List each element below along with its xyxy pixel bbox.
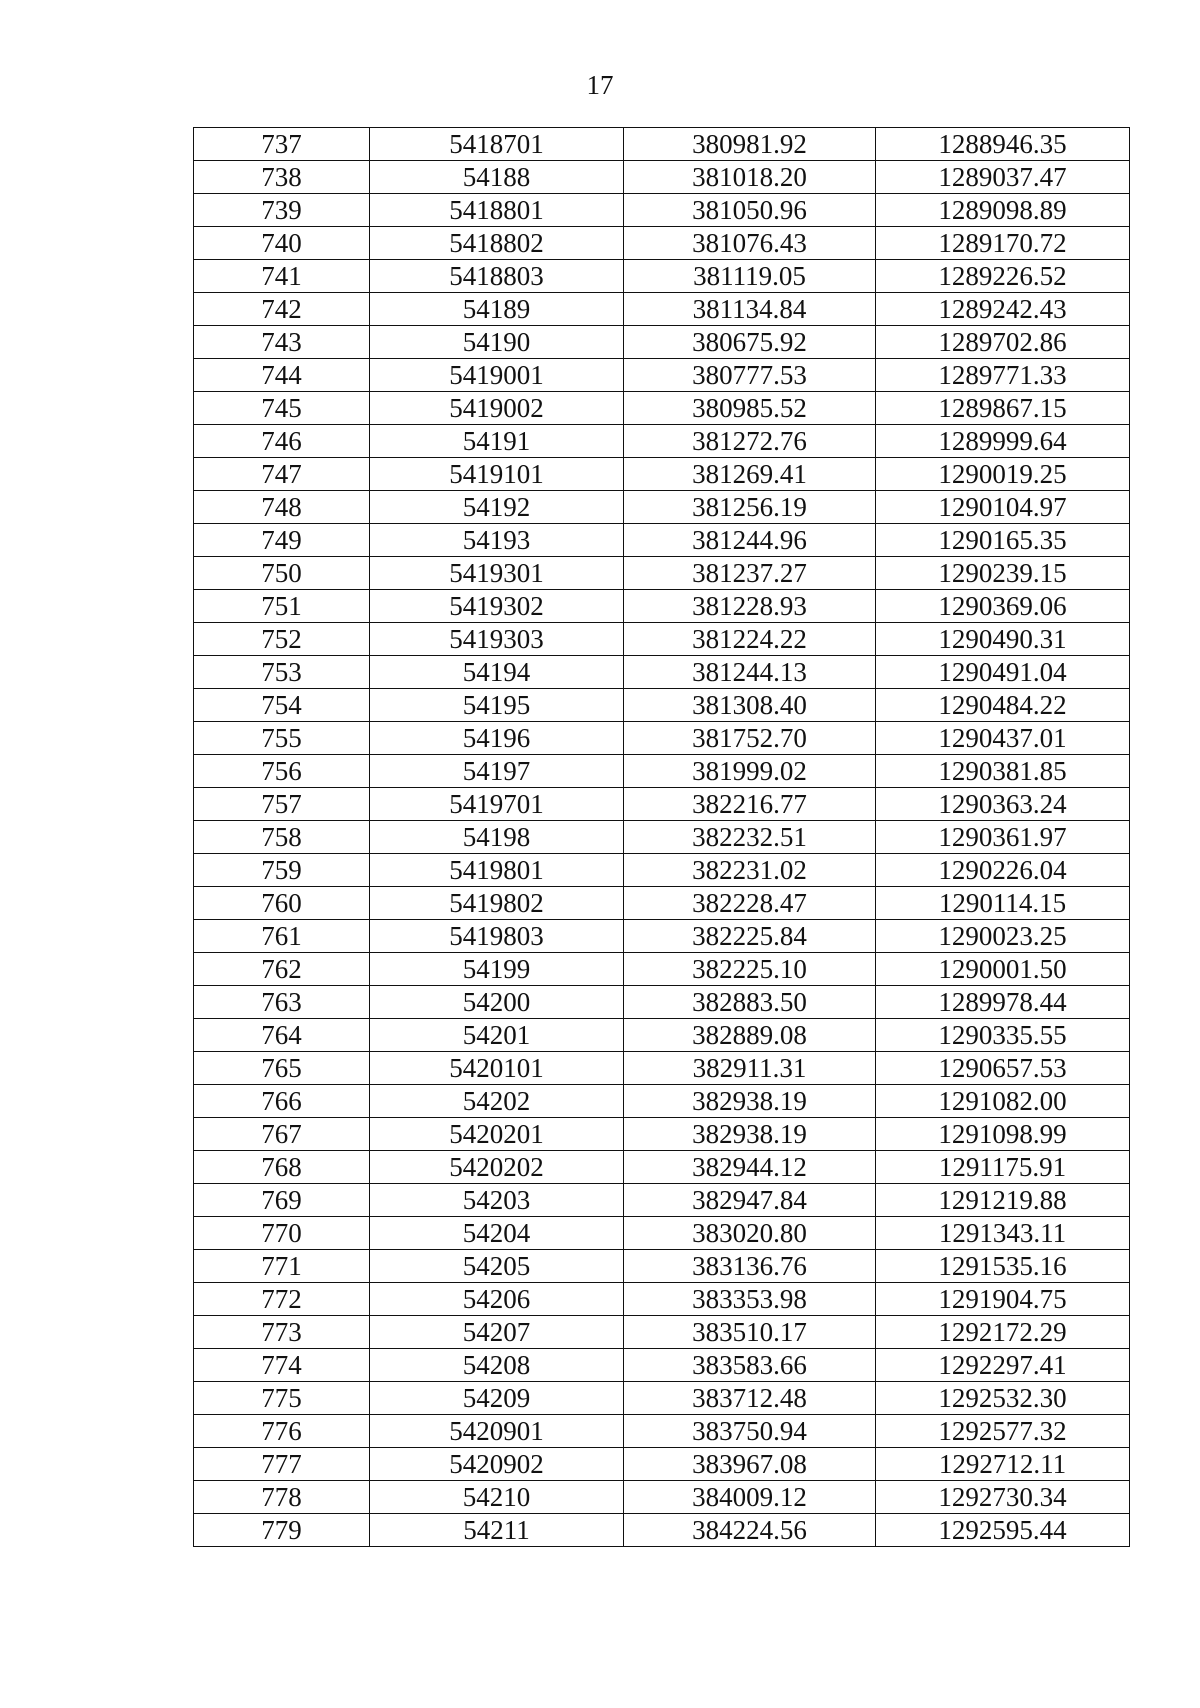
table-row <box>194 359 1130 392</box>
y-coordinate-cell: 1290019.25 <box>876 458 1130 491</box>
row-number-cell: 754 <box>194 689 370 722</box>
point-id-cell: 5419302 <box>370 590 624 623</box>
point-id-cell: 5419301 <box>370 557 624 590</box>
x-coordinate-cell: 382889.08 <box>624 1019 876 1052</box>
y-coordinate-cell: 1290490.31 <box>876 623 1130 656</box>
row-number-cell: 774 <box>194 1349 370 1382</box>
point-id-cell: 54200 <box>370 986 624 1019</box>
point-id-cell: 54198 <box>370 821 624 854</box>
x-coordinate-cell: 381228.93 <box>624 590 876 623</box>
table-row <box>194 920 1130 953</box>
table-row <box>194 788 1130 821</box>
point-id-cell: 54205 <box>370 1250 624 1283</box>
x-coordinate-cell: 381244.96 <box>624 524 876 557</box>
x-coordinate-cell: 383020.80 <box>624 1217 876 1250</box>
y-coordinate-cell: 1290104.97 <box>876 491 1130 524</box>
y-coordinate-cell: 1289999.64 <box>876 425 1130 458</box>
point-id-cell: 5418701 <box>370 128 624 161</box>
row-number-cell: 768 <box>194 1151 370 1184</box>
table-row <box>194 392 1130 425</box>
row-number-cell: 753 <box>194 656 370 689</box>
x-coordinate-cell: 383967.08 <box>624 1448 876 1481</box>
y-coordinate-cell: 1290437.01 <box>876 722 1130 755</box>
y-coordinate-cell: 1290381.85 <box>876 755 1130 788</box>
table-row <box>194 656 1130 689</box>
point-id-cell: 54192 <box>370 491 624 524</box>
y-coordinate-cell: 1290165.35 <box>876 524 1130 557</box>
point-id-cell: 54203 <box>370 1184 624 1217</box>
row-number-cell: 746 <box>194 425 370 458</box>
row-number-cell: 771 <box>194 1250 370 1283</box>
row-number-cell: 757 <box>194 788 370 821</box>
table-row <box>194 821 1130 854</box>
table-row <box>194 293 1130 326</box>
x-coordinate-cell: 383750.94 <box>624 1415 876 1448</box>
table-row <box>194 1217 1130 1250</box>
table-row <box>194 689 1130 722</box>
x-coordinate-cell: 382938.19 <box>624 1118 876 1151</box>
table-row <box>194 590 1130 623</box>
coordinates-table-body <box>194 128 1130 1547</box>
row-number-cell: 767 <box>194 1118 370 1151</box>
x-coordinate-cell: 382231.02 <box>624 854 876 887</box>
table-row <box>194 458 1130 491</box>
table-row <box>194 128 1130 161</box>
y-coordinate-cell: 1291535.16 <box>876 1250 1130 1283</box>
point-id-cell: 54189 <box>370 293 624 326</box>
y-coordinate-cell: 1291098.99 <box>876 1118 1130 1151</box>
table-row <box>194 524 1130 557</box>
table-row <box>194 161 1130 194</box>
y-coordinate-cell: 1292172.29 <box>876 1316 1130 1349</box>
point-id-cell: 54195 <box>370 689 624 722</box>
y-coordinate-cell: 1289978.44 <box>876 986 1130 1019</box>
x-coordinate-cell: 381134.84 <box>624 293 876 326</box>
page-number: 17 <box>586 70 614 100</box>
y-coordinate-cell: 1290114.15 <box>876 887 1130 920</box>
point-id-cell: 54209 <box>370 1382 624 1415</box>
table-row <box>194 1151 1130 1184</box>
table-row <box>194 425 1130 458</box>
row-number-cell: 776 <box>194 1415 370 1448</box>
point-id-cell: 54202 <box>370 1085 624 1118</box>
x-coordinate-cell: 381076.43 <box>624 227 876 260</box>
x-coordinate-cell: 382947.84 <box>624 1184 876 1217</box>
y-coordinate-cell: 1290491.04 <box>876 656 1130 689</box>
row-number-cell: 744 <box>194 359 370 392</box>
row-number-cell: 760 <box>194 887 370 920</box>
point-id-cell: 54191 <box>370 425 624 458</box>
row-number-cell: 775 <box>194 1382 370 1415</box>
table-row <box>194 1382 1130 1415</box>
table-row <box>194 1514 1130 1547</box>
x-coordinate-cell: 383712.48 <box>624 1382 876 1415</box>
x-coordinate-cell: 383510.17 <box>624 1316 876 1349</box>
row-number-cell: 739 <box>194 194 370 227</box>
y-coordinate-cell: 1290363.24 <box>876 788 1130 821</box>
row-number-cell: 755 <box>194 722 370 755</box>
row-number-cell: 763 <box>194 986 370 1019</box>
row-number-cell: 737 <box>194 128 370 161</box>
y-coordinate-cell: 1290361.97 <box>876 821 1130 854</box>
x-coordinate-cell: 380675.92 <box>624 326 876 359</box>
row-number-cell: 742 <box>194 293 370 326</box>
y-coordinate-cell: 1290657.53 <box>876 1052 1130 1085</box>
row-number-cell: 773 <box>194 1316 370 1349</box>
x-coordinate-cell: 381050.96 <box>624 194 876 227</box>
row-number-cell: 747 <box>194 458 370 491</box>
y-coordinate-cell: 1292577.32 <box>876 1415 1130 1448</box>
point-id-cell: 54208 <box>370 1349 624 1382</box>
y-coordinate-cell: 1291904.75 <box>876 1283 1130 1316</box>
row-number-cell: 759 <box>194 854 370 887</box>
table-row <box>194 1316 1130 1349</box>
y-coordinate-cell: 1291219.88 <box>876 1184 1130 1217</box>
y-coordinate-cell: 1289226.52 <box>876 260 1130 293</box>
point-id-cell: 54206 <box>370 1283 624 1316</box>
row-number-cell: 777 <box>194 1448 370 1481</box>
x-coordinate-cell: 382216.77 <box>624 788 876 821</box>
row-number-cell: 762 <box>194 953 370 986</box>
y-coordinate-cell: 1289242.43 <box>876 293 1130 326</box>
x-coordinate-cell: 382225.84 <box>624 920 876 953</box>
x-coordinate-cell: 381018.20 <box>624 161 876 194</box>
y-coordinate-cell: 1292730.34 <box>876 1481 1130 1514</box>
x-coordinate-cell: 380985.52 <box>624 392 876 425</box>
table-row <box>194 1283 1130 1316</box>
y-coordinate-cell: 1292532.30 <box>876 1382 1130 1415</box>
point-id-cell: 5420101 <box>370 1052 624 1085</box>
y-coordinate-cell: 1290226.04 <box>876 854 1130 887</box>
table-row <box>194 194 1130 227</box>
row-number-cell: 740 <box>194 227 370 260</box>
row-number-cell: 769 <box>194 1184 370 1217</box>
y-coordinate-cell: 1292297.41 <box>876 1349 1130 1382</box>
point-id-cell: 5420901 <box>370 1415 624 1448</box>
row-number-cell: 745 <box>194 392 370 425</box>
x-coordinate-cell: 382228.47 <box>624 887 876 920</box>
x-coordinate-cell: 381119.05 <box>624 260 876 293</box>
table-row <box>194 1250 1130 1283</box>
x-coordinate-cell: 380981.92 <box>624 128 876 161</box>
y-coordinate-cell: 1290023.25 <box>876 920 1130 953</box>
point-id-cell: 5420201 <box>370 1118 624 1151</box>
x-coordinate-cell: 381244.13 <box>624 656 876 689</box>
table-row <box>194 1448 1130 1481</box>
table-row <box>194 887 1130 920</box>
y-coordinate-cell: 1291175.91 <box>876 1151 1130 1184</box>
x-coordinate-cell: 382225.10 <box>624 953 876 986</box>
row-number-cell: 750 <box>194 557 370 590</box>
row-number-cell: 756 <box>194 755 370 788</box>
y-coordinate-cell: 1291343.11 <box>876 1217 1130 1250</box>
y-coordinate-cell: 1289098.89 <box>876 194 1130 227</box>
x-coordinate-cell: 381237.27 <box>624 557 876 590</box>
y-coordinate-cell: 1289702.86 <box>876 326 1130 359</box>
point-id-cell: 54194 <box>370 656 624 689</box>
y-coordinate-cell: 1289170.72 <box>876 227 1130 260</box>
table-row <box>194 1481 1130 1514</box>
table-row <box>194 986 1130 1019</box>
point-id-cell: 54207 <box>370 1316 624 1349</box>
row-number-cell: 738 <box>194 161 370 194</box>
table-row <box>194 1415 1130 1448</box>
point-id-cell: 54190 <box>370 326 624 359</box>
y-coordinate-cell: 1292595.44 <box>876 1514 1130 1547</box>
y-coordinate-cell: 1291082.00 <box>876 1085 1130 1118</box>
row-number-cell: 743 <box>194 326 370 359</box>
point-id-cell: 5419701 <box>370 788 624 821</box>
point-id-cell: 5418801 <box>370 194 624 227</box>
row-number-cell: 779 <box>194 1514 370 1547</box>
point-id-cell: 54201 <box>370 1019 624 1052</box>
y-coordinate-cell: 1290335.55 <box>876 1019 1130 1052</box>
x-coordinate-cell: 381308.40 <box>624 689 876 722</box>
y-coordinate-cell: 1289771.33 <box>876 359 1130 392</box>
x-coordinate-cell: 382232.51 <box>624 821 876 854</box>
x-coordinate-cell: 381752.70 <box>624 722 876 755</box>
y-coordinate-cell: 1290239.15 <box>876 557 1130 590</box>
table-row <box>194 722 1130 755</box>
table-row <box>194 227 1130 260</box>
point-id-cell: 54199 <box>370 953 624 986</box>
row-number-cell: 741 <box>194 260 370 293</box>
point-id-cell: 5418803 <box>370 260 624 293</box>
row-number-cell: 751 <box>194 590 370 623</box>
point-id-cell: 5419002 <box>370 392 624 425</box>
x-coordinate-cell: 381256.19 <box>624 491 876 524</box>
point-id-cell: 5419803 <box>370 920 624 953</box>
x-coordinate-cell: 384009.12 <box>624 1481 876 1514</box>
row-number-cell: 778 <box>194 1481 370 1514</box>
point-id-cell: 54188 <box>370 161 624 194</box>
point-id-cell: 54211 <box>370 1514 624 1547</box>
row-number-cell: 752 <box>194 623 370 656</box>
table-row <box>194 557 1130 590</box>
table-row <box>194 1085 1130 1118</box>
x-coordinate-cell: 383583.66 <box>624 1349 876 1382</box>
coordinates-table <box>193 127 1130 1547</box>
point-id-cell: 54196 <box>370 722 624 755</box>
x-coordinate-cell: 382938.19 <box>624 1085 876 1118</box>
y-coordinate-cell: 1290001.50 <box>876 953 1130 986</box>
point-id-cell: 5419801 <box>370 854 624 887</box>
y-coordinate-cell: 1292712.11 <box>876 1448 1130 1481</box>
table-row <box>194 1184 1130 1217</box>
point-id-cell: 5420902 <box>370 1448 624 1481</box>
row-number-cell: 761 <box>194 920 370 953</box>
y-coordinate-cell: 1288946.35 <box>876 128 1130 161</box>
x-coordinate-cell: 382911.31 <box>624 1052 876 1085</box>
x-coordinate-cell: 384224.56 <box>624 1514 876 1547</box>
row-number-cell: 749 <box>194 524 370 557</box>
table-row <box>194 953 1130 986</box>
table-row <box>194 623 1130 656</box>
table-row <box>194 1052 1130 1085</box>
x-coordinate-cell: 381224.22 <box>624 623 876 656</box>
point-id-cell: 54197 <box>370 755 624 788</box>
x-coordinate-cell: 383353.98 <box>624 1283 876 1316</box>
x-coordinate-cell: 381269.41 <box>624 458 876 491</box>
y-coordinate-cell: 1290484.22 <box>876 689 1130 722</box>
x-coordinate-cell: 381272.76 <box>624 425 876 458</box>
table-row <box>194 1019 1130 1052</box>
table-row <box>194 491 1130 524</box>
y-coordinate-cell: 1289037.47 <box>876 161 1130 194</box>
table-row <box>194 854 1130 887</box>
point-id-cell: 54210 <box>370 1481 624 1514</box>
table-row <box>194 755 1130 788</box>
point-id-cell: 5419101 <box>370 458 624 491</box>
point-id-cell: 54193 <box>370 524 624 557</box>
table-row <box>194 1118 1130 1151</box>
x-coordinate-cell: 380777.53 <box>624 359 876 392</box>
point-id-cell: 5419303 <box>370 623 624 656</box>
point-id-cell: 54204 <box>370 1217 624 1250</box>
row-number-cell: 770 <box>194 1217 370 1250</box>
row-number-cell: 748 <box>194 491 370 524</box>
row-number-cell: 766 <box>194 1085 370 1118</box>
point-id-cell: 5419802 <box>370 887 624 920</box>
row-number-cell: 764 <box>194 1019 370 1052</box>
x-coordinate-cell: 383136.76 <box>624 1250 876 1283</box>
point-id-cell: 5419001 <box>370 359 624 392</box>
row-number-cell: 765 <box>194 1052 370 1085</box>
x-coordinate-cell: 382944.12 <box>624 1151 876 1184</box>
table-row <box>194 1349 1130 1382</box>
row-number-cell: 772 <box>194 1283 370 1316</box>
point-id-cell: 5418802 <box>370 227 624 260</box>
table-row <box>194 260 1130 293</box>
table-row <box>194 326 1130 359</box>
row-number-cell: 758 <box>194 821 370 854</box>
x-coordinate-cell: 382883.50 <box>624 986 876 1019</box>
x-coordinate-cell: 381999.02 <box>624 755 876 788</box>
y-coordinate-cell: 1290369.06 <box>876 590 1130 623</box>
point-id-cell: 5420202 <box>370 1151 624 1184</box>
y-coordinate-cell: 1289867.15 <box>876 392 1130 425</box>
